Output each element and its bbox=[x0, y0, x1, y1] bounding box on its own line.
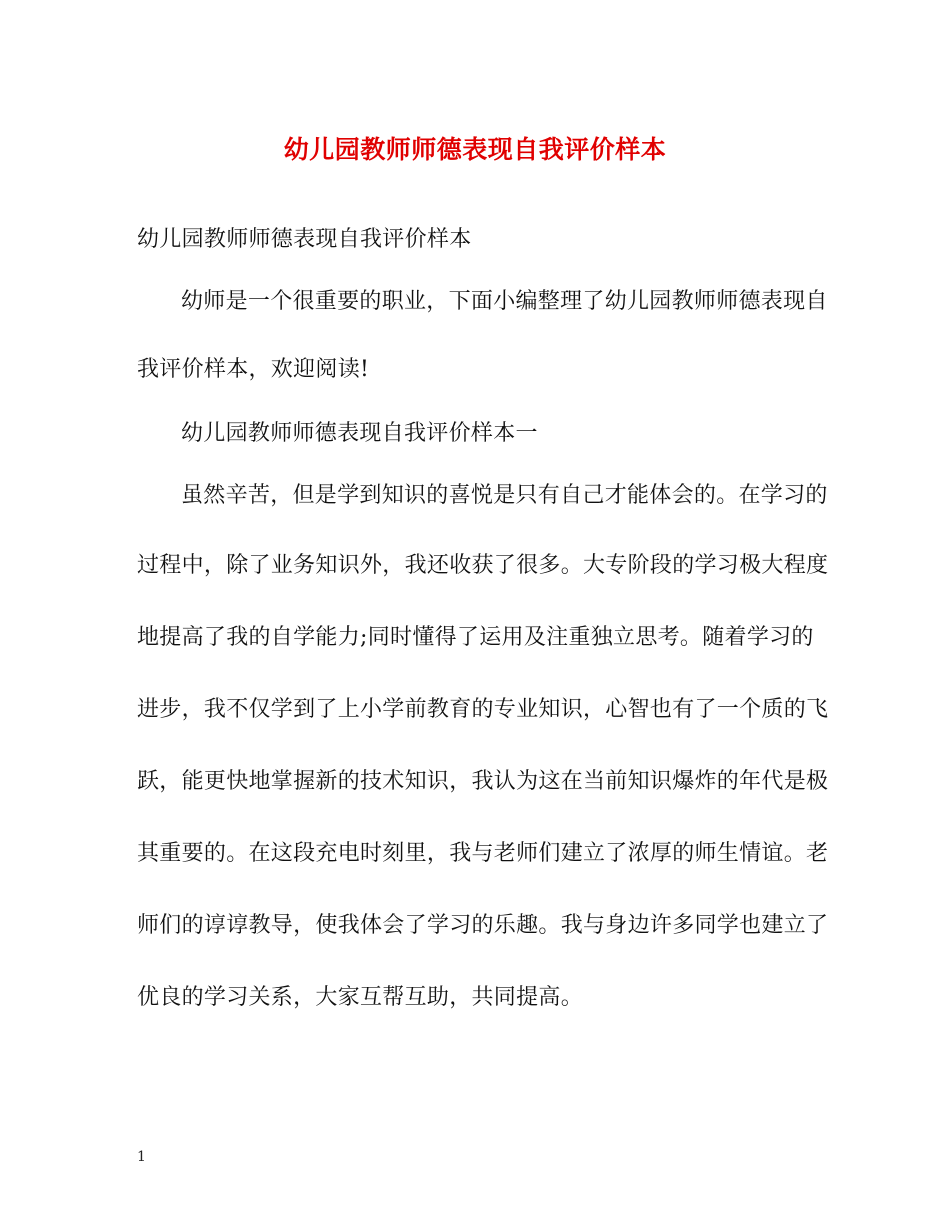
paragraph-line: 我评价样本，欢迎阅读! bbox=[137, 357, 370, 382]
section-heading: 幼儿园教师师德表现自我评价样本一 bbox=[181, 421, 538, 446]
paragraph-line: 幼师是一个很重要的职业，下面小编整理了幼儿园教师师德表现自 bbox=[181, 289, 828, 314]
paragraph-line: 进步，我不仅学到了上小学前教育的专业知识，心智也有了一个质的飞 bbox=[137, 697, 829, 722]
paragraph-line: 地提高了我的自学能力;同时懂得了运用及注重独立思考。随着学习的 bbox=[137, 625, 814, 650]
paragraph-line: 优良的学习关系，大家互帮互助，共同提高。 bbox=[137, 985, 584, 1010]
document-title: 幼儿园教师师德表现自我评价样本 bbox=[283, 135, 667, 164]
page-number: 1 bbox=[137, 1149, 146, 1165]
paragraph-line: 师们的谆谆教导，使我体会了学习的乐趣。我与身边许多同学也建立了 bbox=[137, 913, 829, 938]
paragraph-line: 其重要的。在这段充电时刻里，我与老师们建立了浓厚的师生情谊。老 bbox=[137, 841, 829, 866]
paragraph-line: 虽然辛苦，但是学到知识的喜悦是只有自己才能体会的。在学习的 bbox=[181, 483, 828, 508]
paragraph-line: 跃，能更快地掌握新的技术知识，我认为这在当前知识爆炸的年代是极 bbox=[137, 769, 829, 794]
paragraph-line: 过程中，除了业务知识外，我还收获了很多。大专阶段的学习极大程度 bbox=[137, 553, 829, 578]
subtitle-line: 幼儿园教师师德表现自我评价样本 bbox=[137, 227, 472, 252]
